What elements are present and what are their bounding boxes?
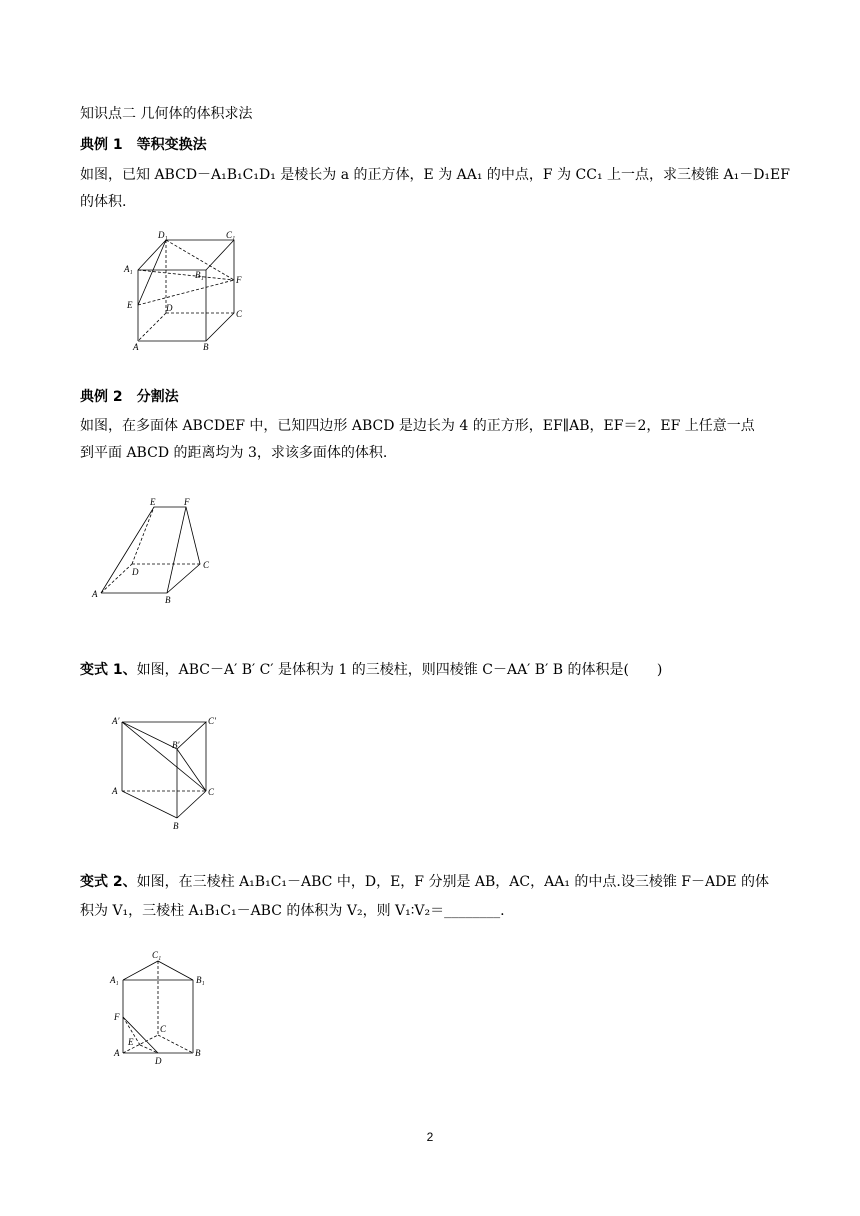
label-B: B [203, 342, 209, 352]
label-B: B [165, 595, 171, 605]
label-F: F [184, 497, 190, 507]
label-E: E [128, 1037, 134, 1047]
variant1-label: 变式 1、 [80, 662, 137, 678]
label-A: A [92, 589, 98, 599]
label-B: B [195, 1048, 201, 1058]
example2-text-line2: 到平面 ABCD 的距离均为 3，求该多面体的体积. [80, 445, 388, 461]
label-D: D [132, 567, 139, 577]
variant1-body: 如图，ABC－A′ B′ C′ 是体积为 1 的三棱柱，则四棱锥 C－AA′ B′ B 的体积是( ) [136, 662, 663, 678]
label-A-prime: A′ [112, 716, 120, 726]
variant2-text-line2: 积为 V₁，三棱柱 A₁B₁C₁－ABC 的体积为 V₂，则 V₁∶V₂＝________. [80, 903, 505, 919]
label-F: F [114, 1012, 120, 1022]
example2-polyhedron-figure [88, 495, 223, 605]
page-number: 2 [426, 1130, 434, 1144]
section-title: 知识点二 几何体的体积求法 [80, 106, 253, 122]
example1-text-line2: 的体积. [80, 194, 127, 210]
example2-heading: 典例 2 分割法 [80, 389, 179, 405]
label-C: C [203, 560, 210, 570]
variant2-text-line1 [80, 873, 769, 891]
label-B: B [173, 821, 179, 831]
variant2-body-line1: 如图，在三棱柱 A₁B₁C₁－ABC 中，D，E，F 分别是 AB，AC，AA₁ 的中点.设三棱锥 F－ADE 的体 [136, 874, 770, 890]
example1-text-line1: 如图，已知 ABCD－A₁B₁C₁D₁ 是棱长为 a 的正方体，E 为 AA₁ 的中点，F 为 CC₁ 上一点，求三棱锥 A₁－D₁EF [80, 167, 790, 183]
label-D: D [155, 1056, 162, 1066]
label-B1: B₁ [196, 975, 205, 985]
label-A1: A₁ [124, 264, 133, 274]
label-C-prime: C′ [208, 716, 216, 726]
label-E: E [127, 300, 133, 310]
label-A1: A₁ [110, 975, 119, 985]
variant1-prism-figure [108, 710, 228, 835]
label-A: A [112, 786, 118, 796]
variant1-text [80, 661, 662, 679]
label-C: C [208, 787, 215, 797]
label-B-prime: B′ [172, 740, 180, 750]
label-D1: D₁ [158, 230, 168, 240]
label-D: D [166, 303, 173, 313]
label-C: C [160, 1024, 167, 1034]
example1-heading: 典例 1 等积变换法 [80, 137, 207, 153]
label-A: A [133, 342, 139, 352]
example1-cube-figure [120, 228, 250, 352]
label-A: A [114, 1048, 120, 1058]
variant2-label: 变式 2、 [80, 874, 137, 890]
label-F: F [236, 275, 242, 285]
variant2-prism-figure [108, 945, 213, 1067]
label-C: C [236, 309, 243, 319]
label-C1: C₁ [226, 230, 236, 240]
example2-text-line1: 如图，在多面体 ABCDEF 中，已知四边形 ABCD 是边长为 4 的正方形，EF∥AB，EF＝2，EF 上任意一点 [80, 418, 755, 434]
label-C1: C₁ [152, 950, 162, 960]
label-B1: B₁ [195, 270, 204, 280]
label-E: E [150, 497, 156, 507]
